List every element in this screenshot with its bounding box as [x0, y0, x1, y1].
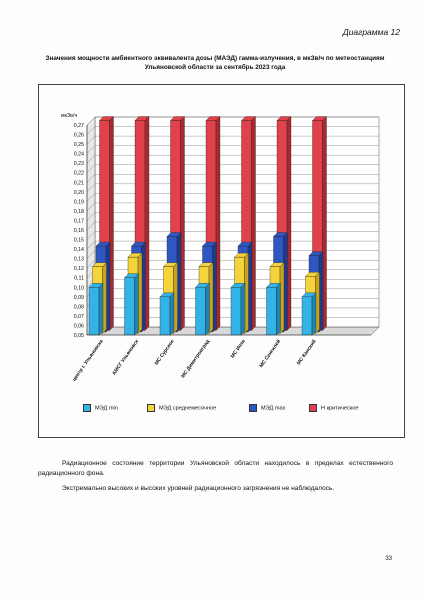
y-axis-label: мкЗв/ч: [61, 113, 78, 119]
legend-item-max: [249, 404, 285, 412]
y-tick-label: 0,16: [73, 228, 84, 234]
legend-item-min: [83, 404, 118, 412]
x-tick-label: МС Сенгилей: [258, 338, 283, 369]
y-tick-label: 0,27: [73, 123, 84, 129]
paragraph-1: Радиационное состояние территории Ульяновской области находилось в пределах естественного радиационного фона.: [38, 460, 393, 477]
bar-side-min: [241, 283, 245, 335]
x-tick-label: МС Сурское: [153, 338, 176, 367]
y-tick-label: 0,15: [73, 237, 84, 244]
y-tick-label: 0,17: [73, 218, 84, 225]
legend-label-avg: МЭД среднемесячное: [159, 405, 217, 412]
y-tick-label: 0,24: [73, 151, 84, 158]
paragraph-2: Экстремально высоких и высоких уровней радиационного загрязнения не наблюдалось.: [62, 485, 335, 492]
y-tick-label: 0,22: [73, 170, 84, 177]
legend-item-crit: [309, 404, 359, 412]
y-tick-label: 0,06: [73, 323, 84, 330]
chart-title: Значения мощности амбиентного эквивалента дозы (МАЭД) гамма-излучения, в мкЗв/ч по метеостанциям Ульяновской области за сентябрь 2023 года: [45, 55, 385, 71]
bar-min: [89, 287, 99, 335]
bar-min: [302, 297, 312, 335]
chart-legend: [39, 401, 404, 415]
y-tick-label: 0,21: [73, 180, 84, 187]
y-tick-label: 0,08: [73, 304, 84, 311]
x-tick-label: МС Димитровград: [180, 338, 212, 380]
bar-side-min: [206, 283, 210, 335]
page-number: 33: [385, 556, 392, 562]
y-tick-label: 0,23: [73, 161, 84, 168]
bar-side-min: [99, 283, 103, 335]
bar-min: [160, 297, 170, 335]
y-tick-label: 0,07: [73, 313, 84, 320]
x-tick-label: МС Канский: [295, 338, 318, 367]
y-tick-label: 0,10: [73, 285, 84, 292]
legend-swatch-avg: [147, 404, 155, 412]
bar-min: [196, 287, 206, 335]
chart-frame: [38, 84, 405, 438]
y-tick-label: 0,11: [74, 275, 84, 282]
bar-min: [267, 287, 277, 335]
y-tick-label: 0,12: [73, 266, 84, 273]
legend-swatch-crit: [309, 404, 317, 412]
y-tick-label: 0,25: [73, 142, 84, 149]
bar-min: [125, 278, 135, 335]
x-tick-label: центр г. Ульяновска: [71, 338, 105, 383]
bar-side-min: [135, 274, 139, 335]
y-tick-label: 0,05: [73, 333, 84, 339]
y-tick-label: 0,20: [73, 189, 84, 196]
y-tick-label: 0,19: [73, 199, 84, 206]
y-tick-label: 0,09: [73, 294, 84, 301]
x-tick-label: МС Инза: [229, 338, 247, 360]
legend-item-avg: [147, 404, 216, 412]
y-tick-label: 0,14: [73, 247, 84, 254]
y-tick-label: 0,13: [73, 256, 84, 263]
x-tick-label: АМСГ Ульяновск: [111, 338, 141, 377]
legend-label-min: МЭД min: [95, 405, 118, 412]
legend-swatch-max: [249, 404, 257, 412]
legend-swatch-min: [83, 404, 91, 412]
diagram-number: Диаграмма 12: [342, 27, 400, 37]
legend-label-max: МЭД max: [261, 405, 286, 412]
y-tick-label: 0,18: [73, 208, 84, 215]
bar-min: [231, 287, 241, 335]
chart-svg: [39, 85, 404, 437]
bar-side-min: [170, 293, 174, 335]
bar-side-min: [277, 283, 281, 335]
legend-label-crit: Н критическое: [321, 405, 359, 412]
y-tick-label: 0,26: [73, 132, 84, 139]
bar-side-min: [312, 293, 316, 335]
